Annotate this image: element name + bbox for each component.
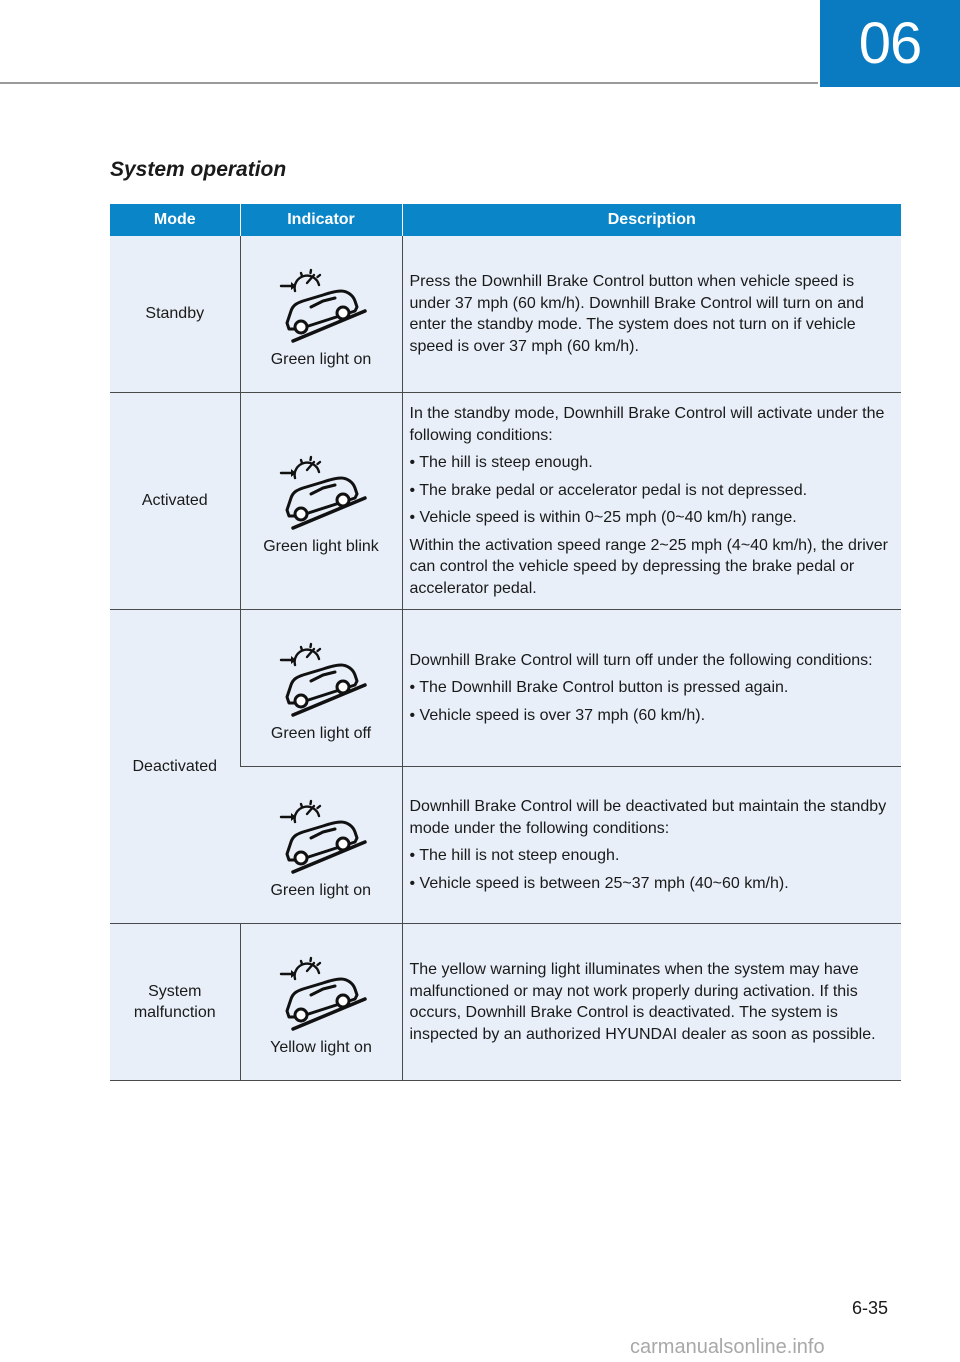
- table-header-row: [110, 204, 901, 236]
- section-title: System operation: [110, 158, 287, 181]
- chapter-number: 06: [858, 11, 922, 76]
- table-row: [110, 610, 901, 767]
- description-text: Press the Downhill Brake Control button when vehicle speed is under 37 mph (60 km/h). Downhill Brake Control will turn on and enter the standby mode. The system does not turn on if vehicle speed is over 37 mph (60 km/h).: [409, 273, 864, 355]
- indicator-cell: [240, 393, 402, 610]
- indicator-caption: Green light blink: [263, 538, 379, 556]
- description-cell: [402, 610, 901, 767]
- downhill-brake-control-icon: [271, 635, 371, 721]
- mode-cell: Standby: [110, 236, 240, 393]
- description-bullet: • Vehicle speed is within 0~25 mph (0~40 km/h) range.: [409, 509, 797, 526]
- downhill-brake-control-icon: [271, 792, 371, 878]
- description-bullet: • The hill is steep enough.: [409, 454, 593, 471]
- description-outro: Within the activation speed range 2~25 mph (4~40 km/h), the driver can control the vehicle speed by depressing the brake pedal or accelerator pedal.: [409, 536, 888, 597]
- table-row: [110, 236, 901, 393]
- indicator-cell: [240, 924, 402, 1081]
- page-number: 6-35: [852, 1298, 889, 1318]
- header-rule: [0, 82, 818, 84]
- header-indicator: Indicator: [240, 204, 402, 236]
- mode-cell: Deactivated: [110, 610, 240, 924]
- description-intro: In the standby mode, Downhill Brake Control will activate under the following conditions:: [409, 405, 885, 444]
- description-bullet: • Vehicle speed is over 37 mph (60 km/h).: [409, 706, 706, 724]
- indicator-caption: Green light on: [270, 351, 372, 369]
- indicator-caption: Yellow light on: [270, 1039, 372, 1057]
- description-bullet: • The brake pedal or accelerator pedal is not depressed.: [409, 481, 808, 499]
- downhill-brake-control-icon: [271, 448, 371, 534]
- description-text: The yellow warning light illuminates when the system may have malfunctioned or may not work properly during activation. If this occurs, Downhill Brake Control is deactivated. The system is inspected by an authorized HYUNDAI dealer as soon as possible.: [409, 961, 876, 1043]
- watermark: carmanualsonline.info: [630, 1336, 825, 1358]
- indicator-cell: [240, 236, 402, 393]
- description-cell: [402, 393, 901, 610]
- description-intro: Downhill Brake Control will be deactivated but maintain the standby mode under the following conditions:: [409, 798, 887, 837]
- description-cell: [402, 924, 901, 1081]
- description-cell: [402, 767, 901, 924]
- indicator-caption: Green light off: [270, 725, 372, 743]
- indicator-cell: [240, 767, 402, 924]
- description-bullet: • Vehicle speed is between 25~37 mph (40~60 km/h).: [409, 874, 789, 892]
- downhill-brake-control-icon: [271, 949, 371, 1035]
- downhill-brake-control-icon: [271, 261, 371, 347]
- header-description: Description: [402, 204, 901, 236]
- chapter-tab: [820, 0, 960, 87]
- description-bullet: • The hill is not steep enough.: [409, 847, 620, 864]
- description-cell: [402, 236, 901, 393]
- system-operation-table: [110, 204, 901, 1081]
- header-mode: Mode: [110, 204, 240, 236]
- indicator-caption: Green light on: [270, 882, 371, 900]
- mode-cell: System malfunction: [110, 924, 240, 1081]
- mode-cell: Activated: [110, 393, 240, 610]
- table-row: [110, 924, 901, 1081]
- description-bullet: • The Downhill Brake Control button is pressed again.: [409, 679, 789, 697]
- indicator-cell: [240, 610, 402, 767]
- table-row: [110, 393, 901, 610]
- description-intro: Downhill Brake Control will turn off under the following conditions:: [409, 651, 873, 669]
